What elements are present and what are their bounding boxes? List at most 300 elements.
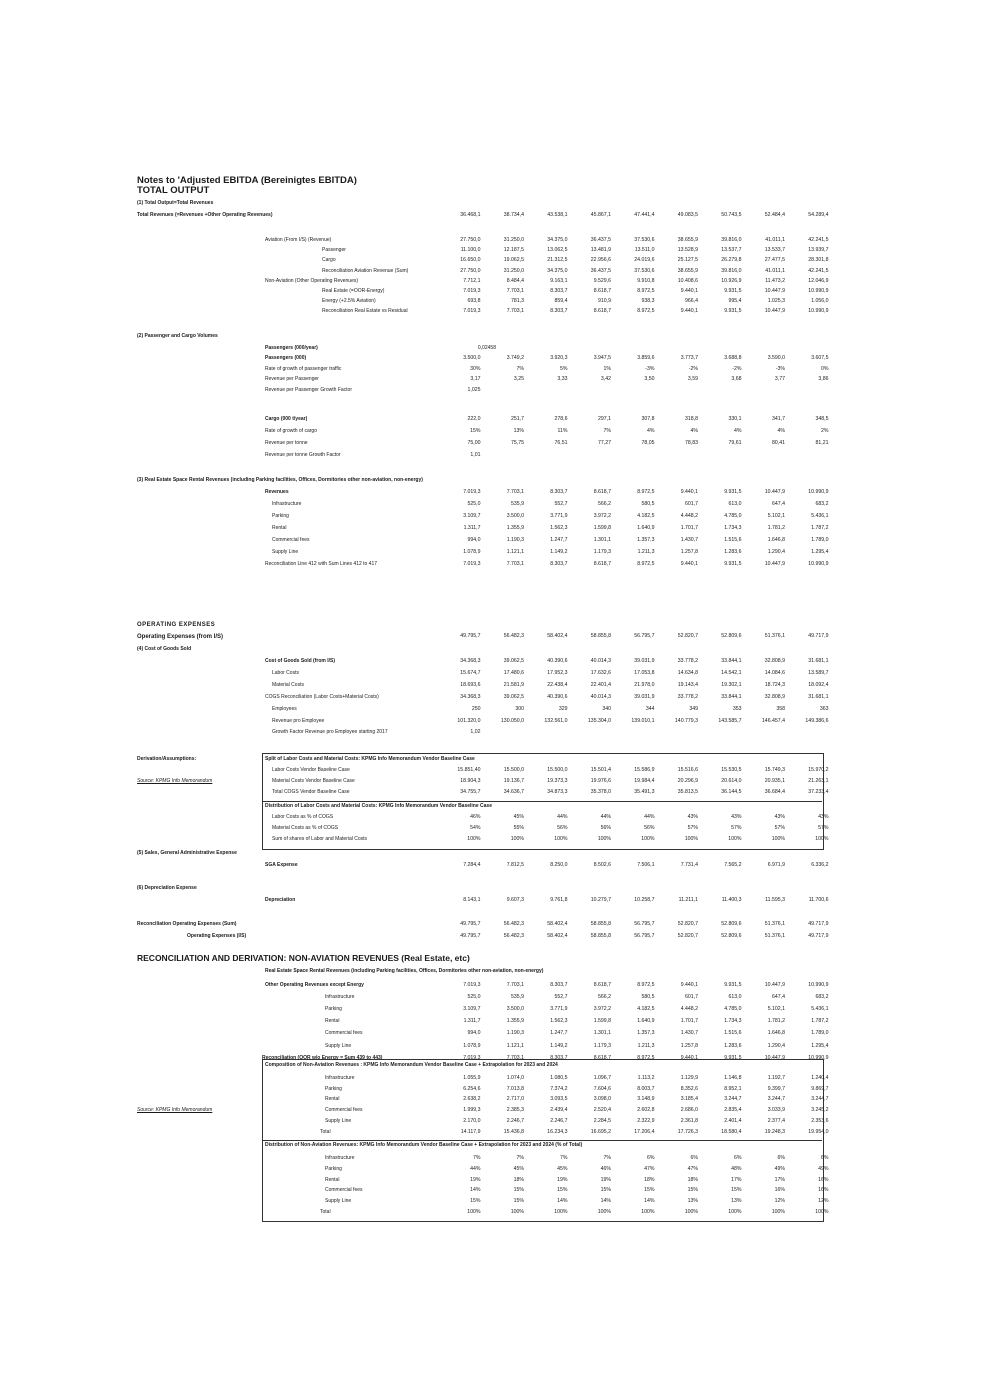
value-cell: 966,4 [685, 298, 698, 305]
value-cell: 15% [644, 1187, 655, 1194]
value-cell: 8.303,7 [550, 288, 568, 294]
value-cell: 49.795,7 [460, 921, 481, 927]
value-cell: 222,0 [467, 416, 481, 422]
row-label: Rental [325, 1176, 340, 1183]
value-cell: 6.971,9 [767, 862, 785, 868]
value-cell: 8.250,0 [550, 862, 568, 868]
value-cell: 14% [557, 1198, 568, 1205]
value-cell: 44% [470, 1165, 481, 1172]
value-cell: 58.402,4 [547, 933, 568, 939]
value-cell: 16.695,2 [590, 1128, 611, 1135]
value-cell: 31.250,0 [503, 267, 524, 274]
value-cell: 17.632,6 [590, 669, 611, 676]
value-cell: 27.477,5 [764, 257, 785, 264]
value-cell: 7.703,1 [506, 561, 524, 567]
value-cell: 18% [513, 1176, 524, 1183]
value-cell: 7.731,4 [680, 862, 698, 868]
value-cell: 1.646,8 [767, 537, 785, 543]
row-label: Supply Line [325, 1117, 352, 1124]
value-cell: 4% [734, 428, 742, 434]
opex-label: Operating Expenses (from I/S) [137, 634, 224, 640]
value-cell: 2.638,2 [463, 1096, 481, 1103]
page-title: Notes to 'Adjusted EBITDA (Bereinigtes EBITDA) [137, 175, 357, 186]
nonav-sub: Real Estate Space Rental Revenues (including Parking facilities, Offices, Dormitories other non-aviation, non-energy) [265, 968, 544, 974]
value-cell: -3% [775, 365, 785, 372]
value-cell: 146.457,4 [761, 717, 785, 724]
total-revenues-values [437, 213, 829, 220]
value-cell: 15% [513, 1198, 524, 1205]
value-cell: 100% [771, 1209, 785, 1215]
row-label: Infrastructure [325, 1075, 355, 1081]
value-cell: 1.295,4 [811, 1042, 829, 1049]
value-cell: 15% [731, 1187, 742, 1194]
value-cell: 37.530,6 [634, 267, 655, 274]
row-values [437, 815, 829, 822]
value-cell: 47% [687, 1165, 698, 1172]
value-cell: 6.254,6 [463, 1085, 481, 1092]
value-cell: 601,7 [685, 501, 698, 507]
value-cell: 36.144,5 [721, 789, 742, 795]
value-cell: 38.655,9 [677, 267, 698, 274]
row-label: Rate of growth of cargo [265, 428, 317, 434]
derivation-box-title: Split of Labor Costs and Material Costs: KPMG Info Memorandum Vendor Baseline Case [265, 756, 475, 762]
value-cell: 10.408,6 [677, 277, 698, 284]
value-cell: 7.565,2 [724, 862, 742, 868]
value-cell: 55% [513, 825, 524, 831]
row-values [437, 983, 829, 990]
value-cell: 9.931,5 [724, 288, 742, 294]
value-cell: 16% [818, 1187, 829, 1194]
value-cell: 16% [818, 1176, 829, 1183]
value-cell: 49.795,7 [460, 633, 481, 639]
value-cell: 251,7 [511, 416, 524, 422]
value-cell: 1.257,8 [680, 1042, 698, 1049]
value-cell: 9.931,5 [724, 982, 742, 988]
row-label: Rental [325, 1096, 340, 1103]
value-cell: 525,0 [467, 501, 481, 507]
value-cell: 613,0 [728, 501, 742, 507]
value-cell: 3.033,9 [767, 1107, 785, 1114]
value-cell: 13.939,7 [808, 247, 829, 254]
value-cell: 10.447,9 [764, 1054, 785, 1061]
value-cell: 7.019,3 [463, 288, 481, 294]
section-4-heading: (4) Cost of Goods Sold [137, 646, 192, 652]
value-cell: 33.844,1 [721, 693, 742, 700]
value-cell: 15.501,4 [590, 767, 611, 773]
value-cell: 1.192,7 [767, 1075, 785, 1081]
value-cell: 1.640,9 [637, 1018, 655, 1025]
value-cell: 31.250,0 [503, 237, 524, 243]
value-cell: 1% [603, 365, 611, 372]
row-values [437, 269, 829, 276]
value-cell: 19.984,4 [634, 778, 655, 784]
value-cell: 5.436,1 [811, 1006, 829, 1013]
value-cell: 6% [777, 1155, 785, 1161]
value-cell: 330,1 [728, 416, 742, 422]
value-cell: 15.436,8 [503, 1128, 524, 1135]
value-cell: 7.019,3 [463, 1054, 481, 1061]
value-cell: 7.712,1 [463, 277, 481, 284]
value-cell: 601,7 [685, 994, 698, 1001]
value-cell: 1.999,3 [463, 1107, 481, 1114]
value-cell: 349 [689, 705, 698, 712]
value-cell: 1.190,3 [506, 537, 524, 543]
value-cell: 300 [515, 705, 524, 712]
value-cell: 10.279,7 [590, 897, 611, 903]
value-cell: 38.734,4 [503, 212, 524, 218]
value-cell: 3.185,4 [680, 1096, 698, 1103]
row-values [437, 258, 829, 265]
value-cell: 3.607,5 [811, 355, 829, 361]
row-values [437, 429, 829, 436]
row-values [437, 1119, 829, 1126]
value-cell: 19.954,0 [808, 1128, 829, 1135]
row-label: Rental [272, 525, 287, 531]
value-cell: 9.440,1 [680, 308, 698, 315]
value-cell: 16.650,0 [460, 257, 481, 264]
value-cell: 58.402,4 [547, 633, 568, 639]
value-cell: 39.816,0 [721, 237, 742, 243]
value-cell: 39.062,5 [503, 658, 524, 664]
row-label: Supply Line [325, 1198, 352, 1205]
value-cell: 11.700,6 [808, 897, 829, 903]
value-cell: 7% [560, 1155, 568, 1161]
nonav-title: RECONCILIATION AND DERIVATION: NON-AVIATION REVENUES (Real Estate, etc) [137, 953, 470, 963]
value-cell: 3.972,2 [593, 1006, 611, 1013]
row-label: Revenue pro Employee [272, 717, 325, 724]
value-cell: 2% [821, 428, 829, 434]
value-cell: 17.206,4 [634, 1128, 655, 1135]
value-cell: 10.990,9 [808, 288, 829, 294]
value-cell: 994,0 [467, 1030, 481, 1037]
value-cell: 32.808,9 [764, 658, 785, 664]
value-cell: 15.851,40 [457, 767, 481, 773]
value-cell: 3.947,5 [593, 355, 611, 361]
value-cell: 21.581,9 [503, 681, 524, 688]
value-cell: 40.390,6 [547, 693, 568, 700]
row-label: Parking [272, 513, 289, 519]
value-cell: 132.561,0 [544, 717, 568, 724]
value-cell: 135.304,0 [587, 717, 611, 724]
depreciation-label: Depreciation [265, 897, 296, 903]
value-cell: 2.377,4 [767, 1117, 785, 1124]
row-label: Commercial fees [325, 1187, 363, 1194]
value-cell: 54% [470, 825, 481, 831]
value-cell: 10.990,9 [808, 982, 829, 988]
value-cell: -3% [645, 365, 655, 372]
value-cell: 56.795,7 [634, 933, 655, 939]
value-cell: 1.357,3 [637, 1030, 655, 1037]
value-cell: -2% [688, 365, 698, 372]
opex-title: OPERATING EXPENSES [137, 622, 216, 628]
value-cell: 7.019,3 [463, 308, 481, 315]
value-cell: 4.785,0 [724, 513, 742, 519]
derivation-source: Source: KPMG Info Memorandum [137, 778, 213, 784]
value-cell: 3,86 [818, 376, 829, 382]
row-values [437, 826, 829, 833]
value-cell: 5.102,1 [767, 513, 785, 519]
row-values [437, 1130, 829, 1137]
value-cell: 8.618,7 [593, 561, 611, 567]
value-cell: 7% [603, 428, 611, 434]
row-values [437, 1178, 829, 1185]
value-cell: 39.062,5 [503, 693, 524, 700]
row-values [437, 289, 829, 296]
value-cell: 3.244,7 [724, 1096, 742, 1103]
value-cell: 7.812,5 [506, 862, 524, 868]
value-cell: 40.014,3 [590, 658, 611, 664]
value-cell: 10.447,9 [764, 489, 785, 495]
sga-label: SGA Expense [265, 862, 298, 868]
value-cell: 9.440,1 [680, 489, 698, 495]
value-cell: 34.636,7 [503, 789, 524, 795]
value-cell: 100% [597, 836, 611, 842]
row-values [437, 490, 829, 497]
value-cell: 18.092,4 [808, 681, 829, 688]
value-cell: 18.580,4 [721, 1128, 742, 1135]
value-cell: 7% [603, 1155, 611, 1161]
row-values [437, 1167, 829, 1174]
value-cell: 535,9 [511, 994, 524, 1001]
value-cell: 329 [558, 705, 568, 712]
row-label: Parking [325, 1006, 342, 1013]
value-cell: 20.614,0 [721, 778, 742, 784]
value-cell: 9.399,7 [767, 1085, 785, 1092]
row-values [437, 837, 829, 844]
value-cell: 1.357,3 [637, 537, 655, 543]
row-label: Material Costs Vendor Baseline Case [272, 778, 355, 784]
value-cell: 14% [644, 1198, 655, 1205]
value-cell: 1.599,8 [593, 1018, 611, 1025]
value-cell: 4.182,5 [637, 1006, 655, 1013]
row-label: Rental [325, 1018, 340, 1025]
value-cell: 3,77 [774, 376, 785, 382]
row-values [437, 309, 829, 316]
value-cell: 3.500,0 [506, 513, 524, 519]
value-cell: 1.283,6 [724, 1042, 742, 1049]
value-cell: 1.290,4 [767, 549, 785, 555]
value-cell: 9.931,5 [724, 561, 742, 567]
value-cell: 11% [557, 428, 568, 434]
value-cell: 344 [645, 705, 655, 712]
value-cell: 143.585,7 [718, 717, 742, 724]
value-cell: 19.143,4 [677, 681, 698, 688]
value-cell: 43% [731, 814, 742, 820]
value-cell: 52.820,7 [677, 921, 698, 927]
row-values [437, 1031, 829, 1038]
value-cell: 51.376,1 [764, 633, 785, 639]
value-cell: 7.013,8 [506, 1085, 524, 1092]
row-label: Passengers (000) [265, 355, 307, 361]
value-cell: 15% [687, 1187, 698, 1194]
value-cell: 7.284,4 [463, 862, 481, 868]
value-cell: 52.809,6 [721, 633, 742, 639]
value-cell: 1.055,9 [463, 1075, 481, 1081]
row-values [437, 1076, 829, 1083]
value-cell: 7.703,1 [506, 288, 524, 294]
value-cell: 32.808,9 [764, 693, 785, 700]
value-cell: 31.681,1 [808, 658, 829, 664]
value-cell: 4.448,2 [680, 1006, 698, 1013]
row-label: Energy (+2.5% Aviation) [322, 298, 376, 305]
value-cell: 2.361,8 [680, 1117, 698, 1124]
value-cell: 1.247,7 [550, 1030, 568, 1037]
value-cell: 9.931,5 [724, 1054, 742, 1061]
value-cell: 2.835,4 [724, 1107, 742, 1114]
value-cell: 3.920,3 [550, 355, 568, 361]
value-cell: 341,7 [772, 416, 785, 422]
value-cell: 58.855,8 [590, 633, 611, 639]
value-cell: 14.634,8 [677, 669, 698, 676]
row-values [437, 683, 829, 690]
value-cell: 8.143,1 [463, 897, 481, 903]
value-cell: 15% [470, 1198, 481, 1205]
row-values [437, 1108, 829, 1115]
value-cell: 7% [473, 1155, 481, 1161]
derivation-divider [262, 801, 822, 802]
value-cell: 45% [557, 1165, 568, 1172]
value-cell: 3.245,2 [811, 1107, 829, 1114]
value-cell: 18.904,3 [460, 778, 481, 784]
value-cell: 24.019,6 [634, 257, 655, 264]
value-cell: 15.530,5 [721, 767, 742, 773]
value-cell: 33.844,1 [721, 658, 742, 664]
value-cell: 7% [516, 1155, 524, 1161]
value-cell: 318,8 [685, 416, 698, 422]
value-cell: 1.311,7 [463, 525, 481, 531]
value-cell: 1.025,3 [767, 298, 785, 305]
value-cell: 140.779,3 [674, 717, 698, 724]
value-cell: 18% [644, 1176, 655, 1183]
value-cell: 3.109,7 [463, 513, 481, 519]
value-cell: 8.303,7 [550, 489, 568, 495]
value-cell: 100% [728, 1209, 742, 1215]
value-cell: 1.121,1 [506, 549, 524, 555]
value-cell: 54.289,4 [808, 212, 829, 218]
value-cell: 1,025 [467, 386, 481, 393]
row-label: Revenue per Passenger [265, 376, 319, 382]
value-cell: 42.241,5 [808, 267, 829, 274]
value-cell: 1.562,3 [550, 1018, 568, 1025]
row-values [437, 388, 481, 395]
value-cell: 7.019,3 [463, 982, 481, 988]
value-cell: 9.163,1 [550, 277, 568, 284]
derivation-label: Derivation/Assumptions: [137, 756, 197, 762]
value-cell: 1,02 [470, 729, 481, 736]
value-cell: 1.179,3 [593, 549, 611, 555]
value-cell: 3.244,7 [767, 1096, 785, 1103]
value-cell: 1.781,2 [767, 1018, 785, 1025]
row-values [437, 248, 829, 255]
value-cell: 19.062,5 [503, 257, 524, 264]
row-label: Labor Costs [272, 669, 299, 676]
value-cell: 535,9 [511, 501, 524, 507]
value-cell: 15.749,3 [764, 767, 785, 773]
row-values [437, 1156, 829, 1163]
value-cell: 15% [557, 1187, 568, 1194]
value-cell: 46% [600, 1165, 611, 1172]
value-cell: 3.500,0 [506, 1006, 524, 1013]
section-3-heading: (3) Real Estate Space Rental Revenues (including Parking facilities, Offices, Dormitories other non-aviation, non-energy) [137, 477, 423, 483]
row-label: Cost of Goods Sold (from I/S) [265, 658, 335, 664]
value-cell: 100% [641, 836, 655, 842]
value-cell: 9.440,1 [680, 1054, 698, 1061]
value-cell: 4.182,5 [637, 513, 655, 519]
opex-is-label: Operating Expenses (I/S) [187, 933, 247, 939]
value-cell: 7.374,2 [550, 1085, 568, 1092]
value-cell: 149.386,6 [805, 717, 829, 724]
value-cell: 353 [732, 705, 742, 712]
value-cell: 21.978,0 [634, 681, 655, 688]
value-cell: 56.482,3 [503, 921, 524, 927]
row-values [437, 671, 829, 678]
row-values [437, 1007, 829, 1014]
value-cell: 2.686,0 [680, 1107, 698, 1114]
value-cell: 21.312,5 [547, 257, 568, 264]
value-cell: 17.726,3 [677, 1128, 698, 1135]
value-cell: 3,33 [557, 376, 568, 382]
value-cell: 58.402,4 [547, 921, 568, 927]
value-cell: 8.352,6 [680, 1085, 698, 1092]
value-cell: 100% [815, 836, 829, 842]
value-cell: 15% [470, 428, 481, 434]
value-cell: 130.050,0 [500, 717, 524, 724]
value-cell: 10.447,9 [764, 561, 785, 567]
value-cell: 30% [470, 365, 481, 372]
value-cell: 7.703,1 [506, 982, 524, 988]
value-cell: 1.430,7 [680, 1030, 698, 1037]
value-cell: 11.595,3 [765, 897, 785, 903]
value-cell: 3,68 [731, 376, 742, 382]
value-cell: 3.244,7 [811, 1096, 829, 1103]
value-cell: 20.296,9 [677, 778, 698, 784]
value-cell: 26.279,8 [721, 257, 742, 264]
value-cell: 1.056,0 [811, 298, 829, 305]
value-cell: 14% [600, 1198, 611, 1205]
value-cell: 0% [821, 365, 829, 372]
row-values [437, 238, 829, 245]
value-cell: 6% [647, 1155, 655, 1161]
value-cell: 34.755,7 [460, 789, 481, 795]
row-label: Labor Costs Vendor Baseline Case [272, 767, 350, 773]
value-cell: 43% [687, 814, 698, 820]
value-cell: 1.787,2 [811, 525, 829, 531]
value-cell: 3.590,0 [767, 355, 785, 361]
row-values [437, 538, 829, 545]
value-cell: 49.717,9 [808, 633, 829, 639]
value-cell: 4% [647, 428, 655, 434]
value-cell: 1.355,9 [506, 1018, 524, 1025]
value-cell: 33.778,2 [677, 693, 698, 700]
row-label: Growth Factor Revenue pro Employee starting 2017 [272, 729, 388, 736]
opex-is-values [437, 934, 829, 941]
value-cell: 552,7 [554, 994, 568, 1001]
value-cell: 49.795,7 [460, 933, 481, 939]
value-cell: 21.263,1 [808, 778, 829, 784]
value-cell: 7.703,1 [506, 1054, 524, 1061]
value-cell: 10.990,9 [808, 1054, 829, 1061]
row-label: Supply Line [272, 549, 299, 555]
value-cell: 13.481,9 [590, 247, 611, 254]
value-cell: 37.530,6 [634, 237, 655, 243]
value-cell: 27.750,0 [460, 237, 481, 243]
value-cell: 994,0 [467, 537, 481, 543]
row-values [437, 730, 481, 737]
value-cell: 100% [815, 1209, 829, 1215]
row-label: Parking [325, 1165, 342, 1172]
value-cell: 39.816,0 [721, 267, 742, 274]
value-cell: 44% [557, 814, 568, 820]
